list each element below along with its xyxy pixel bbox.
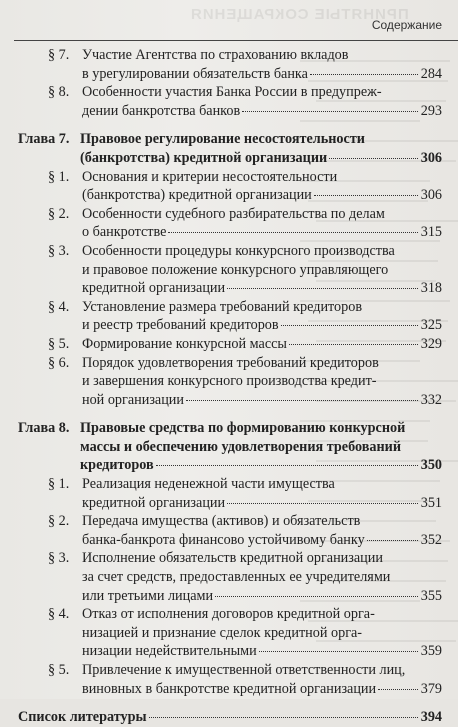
toc-entry-title-line: низации недействительными <box>82 643 257 660</box>
toc-section-entry <box>18 335 442 354</box>
toc-entry-title-line: Установление размера требований кредиторов <box>82 298 363 315</box>
table-of-contents <box>18 46 442 727</box>
toc-entry-title-line: Передача имущества (активов) и обязательств <box>82 513 361 530</box>
toc-entry-number: Глава 8. <box>18 420 70 437</box>
toc-page-number: 379 <box>420 680 442 697</box>
toc-entry-title-line: за счет средств, предоставленных ее учредителями <box>82 569 391 586</box>
toc-section-entry <box>18 512 442 549</box>
toc-page-number: 350 <box>420 457 442 474</box>
running-header-title: Содержание <box>371 18 442 32</box>
toc-entry-title-line: Список литературы <box>18 709 147 726</box>
toc-section-entry <box>18 549 442 605</box>
toc-section-entry <box>18 605 442 661</box>
toc-entry-title <box>82 605 442 661</box>
toc-entry-number: § 2. <box>48 513 70 530</box>
toc-entry-title-line: кредитной организации <box>82 494 226 511</box>
dot-leader <box>156 465 418 466</box>
dot-leader <box>367 540 418 541</box>
toc-entry-number: § 4. <box>48 606 70 623</box>
toc-page-number: 284 <box>420 65 442 82</box>
toc-entry-title <box>82 661 442 698</box>
toc-entry-title <box>82 205 442 242</box>
toc-page-number: 318 <box>420 280 442 297</box>
toc-entry-number: § 3. <box>48 550 70 567</box>
toc-entry-title-line: дении банкротства банков <box>82 102 241 119</box>
toc-page-number: 293 <box>420 102 442 119</box>
toc-section-entry <box>18 354 442 410</box>
toc-entry-title-line: Формирование конкурсной массы <box>82 335 287 352</box>
toc-entry-number: § 1. <box>48 476 70 493</box>
toc-page-number: 352 <box>420 531 442 548</box>
toc-section-entry <box>18 661 442 698</box>
toc-entry-title-line: или третьими лицами <box>82 587 214 604</box>
toc-entry-number: § 5. <box>48 335 70 352</box>
toc-entry-title <box>80 130 442 167</box>
toc-entry-title <box>82 512 442 549</box>
toc-page-number: 306 <box>420 149 442 166</box>
toc-section-entry <box>18 168 442 205</box>
toc-entry-title-line: (банкротства) кредитной организации <box>80 149 328 166</box>
toc-entry-number: § 4. <box>48 298 70 315</box>
dot-leader <box>289 344 418 345</box>
dot-leader <box>242 111 418 112</box>
toc-chapter-entry <box>18 419 442 475</box>
toc-entry-number: § 3. <box>48 242 70 259</box>
toc-page-number: 325 <box>420 317 442 334</box>
toc-entry-title-line: Отказ от исполнения договоров кредитной орга- <box>82 606 375 623</box>
toc-page-number: 359 <box>420 643 442 660</box>
dot-leader <box>329 158 418 159</box>
toc-entry-number: Глава 7. <box>18 131 70 148</box>
toc-entry-title-line: Особенности участия Банка России в предупреж- <box>82 84 382 101</box>
toc-page-number: 315 <box>420 224 442 241</box>
header-rule <box>14 40 458 41</box>
toc-entry-number: § 1. <box>48 168 70 185</box>
toc-chapter-entry <box>18 130 442 167</box>
toc-entry-title-line: в урегулировании обязательств банка <box>82 65 308 82</box>
toc-entry-title-line: Правовое регулирование несостоятельности <box>80 131 365 148</box>
toc-entry-title-line: Особенности судебного разбирательства по делам <box>82 205 385 222</box>
toc-entry-title-line: и правовое положение конкурсного управляющего <box>82 261 389 278</box>
toc-entry-number: § 7. <box>48 47 70 63</box>
dot-leader <box>227 503 418 504</box>
toc-entry-title-line: и реестр требований кредиторов <box>82 317 279 334</box>
dot-leader <box>259 651 418 652</box>
toc-page-number: 351 <box>420 494 442 511</box>
toc-page-number: 355 <box>420 587 442 604</box>
toc-entry-title-line: массы и обеспечению удовлетворения требований <box>80 438 402 455</box>
toc-entry-number: § 6. <box>48 354 70 371</box>
toc-entry-title-line: Правовые средства по формированию конкурсной <box>80 420 406 437</box>
dot-leader <box>227 288 418 289</box>
toc-entry-title <box>82 475 442 512</box>
toc-page-number: 394 <box>420 709 442 726</box>
dot-leader <box>314 195 418 196</box>
dot-leader <box>215 596 418 597</box>
toc-entry-title-line: Участие Агентства по страхованию вкладов <box>82 47 349 63</box>
toc-entry-title <box>80 419 442 475</box>
toc-entry-title-line: и завершения конкурсного производства кредит- <box>82 373 377 390</box>
toc-entry-title-line: Исполнение обязательств кредитной организации <box>82 550 383 567</box>
toc-entry-title-line: Основания и критерии несостоятельности <box>82 168 338 185</box>
toc-entry-title <box>82 335 442 354</box>
toc-entry-title-line: кредитной организации <box>82 280 226 297</box>
dot-leader <box>378 689 418 690</box>
toc-section-entry <box>18 242 442 298</box>
toc-entry-title-line: Реализация неденежной части имущества <box>82 476 335 493</box>
toc-chapter-entry <box>18 708 442 727</box>
toc-entry-title <box>18 708 442 727</box>
toc-section-entry <box>18 205 442 242</box>
toc-entry-title <box>82 46 442 83</box>
toc-entry-title-line: ной организации <box>82 391 184 408</box>
toc-entry-title-line: виновных в банкротстве кредитной организации <box>82 680 377 697</box>
dot-leader <box>281 325 418 326</box>
toc-entry-title <box>82 549 442 605</box>
toc-entry-title <box>82 298 442 335</box>
toc-page-number: 306 <box>420 187 442 204</box>
ghost-heading: ПРИНЯТЫЕ СОКРАЩЕНИЯ <box>190 6 409 23</box>
dot-leader <box>186 400 418 401</box>
toc-entry-title-line: (банкротства) кредитной организации <box>82 187 312 204</box>
toc-entry-number: § 2. <box>48 205 70 222</box>
toc-section-entry <box>18 298 442 335</box>
toc-entry-title <box>82 83 442 120</box>
dot-leader <box>168 232 418 233</box>
toc-entry-title-line: банка-банкрота финансово устойчивому банку <box>82 531 365 548</box>
toc-entry-title-line: низацией и признание сделок кредитной орга- <box>82 624 363 641</box>
toc-entry-title <box>82 354 442 410</box>
dot-leader <box>310 74 418 75</box>
toc-entry-title-line: Привлечение к имущественной ответственности лиц, <box>82 662 406 678</box>
toc-section-entry <box>18 46 442 83</box>
dot-leader <box>149 717 418 718</box>
toc-page-number: 332 <box>420 391 442 408</box>
toc-entry-title <box>82 242 442 298</box>
page-header <box>0 0 458 48</box>
toc-section-entry <box>18 475 442 512</box>
toc-entry-number: § 5. <box>48 662 70 678</box>
toc-entry-title-line: кредиторов <box>80 457 154 474</box>
toc-section-entry <box>18 83 442 120</box>
toc-entry-title <box>82 168 442 205</box>
toc-page-number: 329 <box>420 335 442 352</box>
toc-entry-title-line: о банкротстве <box>82 224 167 241</box>
toc-entry-title-line: Особенности процедуры конкурсного производства <box>82 242 395 259</box>
toc-entry-number: § 8. <box>48 84 70 101</box>
toc-entry-title-line: Порядок удовлетворения требований кредиторов <box>82 354 379 371</box>
